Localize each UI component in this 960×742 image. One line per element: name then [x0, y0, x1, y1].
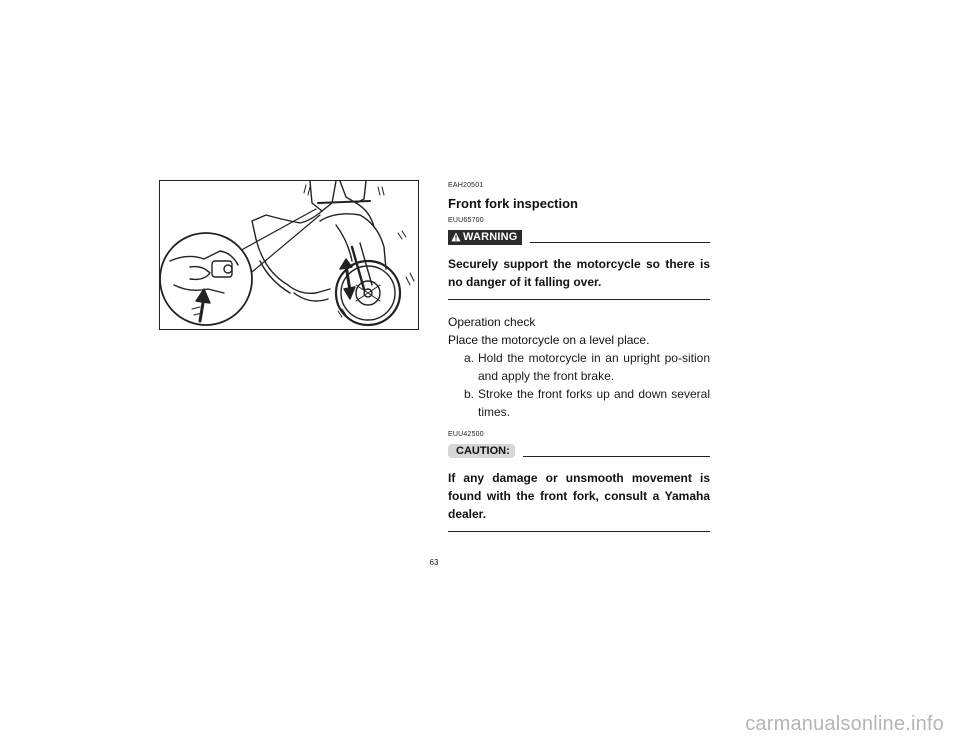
caution-divider: [523, 456, 710, 457]
warning-divider: [530, 242, 710, 243]
step-marker: a.: [463, 351, 474, 365]
list-item: [448, 385, 710, 421]
caution-banner: [448, 443, 710, 459]
warning-triangle-icon: [451, 232, 461, 242]
step-text: Stroke the front forks up and down several times.: [478, 387, 710, 419]
step-marker: b.: [463, 387, 474, 401]
content-column: [448, 182, 710, 532]
watermark: carmanualsonline.info: [745, 713, 944, 735]
warning-banner: [448, 229, 710, 245]
caution-code: EUU42500: [448, 431, 484, 438]
operation-title: Operation check: [448, 315, 536, 329]
warning-end-divider: [448, 299, 710, 300]
step-text: Hold the motorcycle in an upright po-sition and apply the front brake.: [478, 351, 710, 383]
operation-intro: Place the motorcycle on a level place.: [448, 333, 650, 347]
operation-steps: [448, 349, 710, 421]
section-code: EAH20501: [448, 182, 484, 189]
warning-text: Securely support the motorcycle so there is no danger of it falling over.: [448, 257, 710, 289]
caution-text: If any damage or unsmooth movement is found with the front fork, consult a Yamaha dealer.: [448, 471, 710, 521]
front-fork-illustration: [159, 180, 419, 330]
motorcycle-front-fork-icon: [160, 181, 418, 329]
list-item: [448, 349, 710, 385]
page-number: 63: [429, 558, 439, 567]
caution-end-divider: [448, 531, 710, 532]
warning-label: WARNING: [463, 230, 518, 243]
warning-code: EUU65700: [448, 217, 484, 224]
warning-badge: [448, 230, 522, 245]
caution-badge: CAUTION:: [448, 444, 515, 458]
section-title: Front fork inspection: [448, 196, 578, 211]
